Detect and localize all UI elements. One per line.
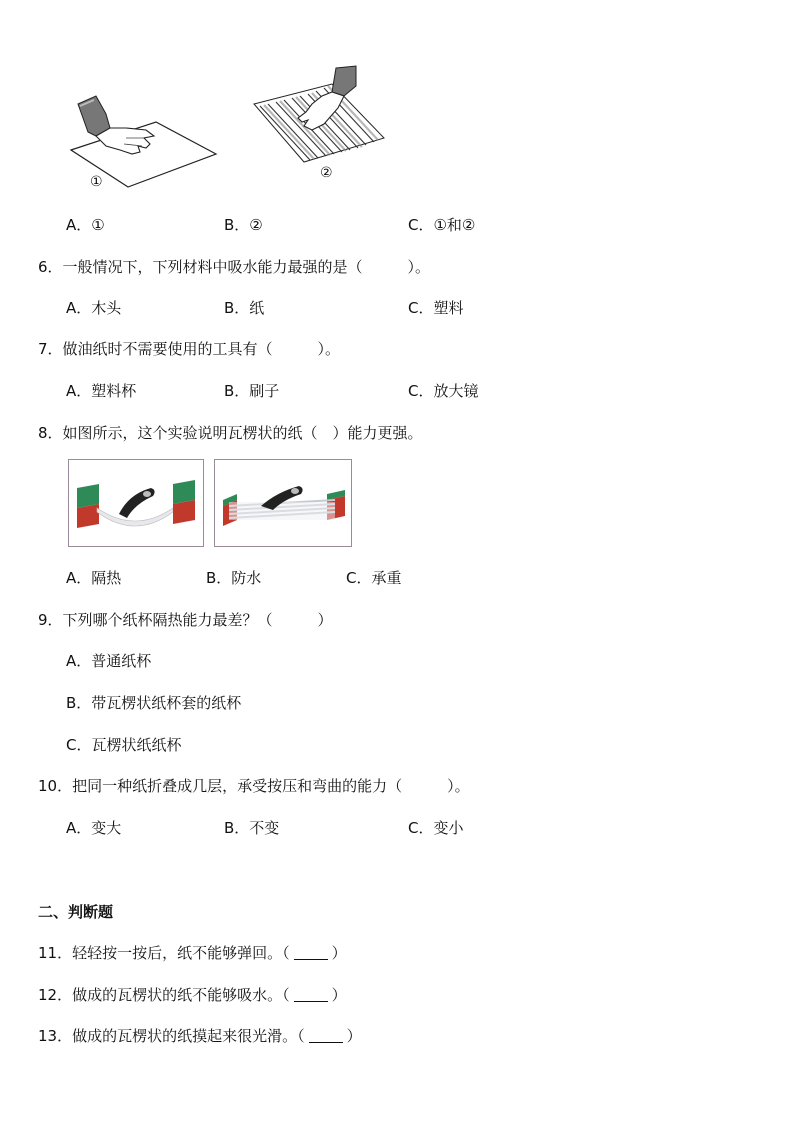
q8-option-a[interactable]: A．隔热 — [66, 569, 122, 587]
q7-option-b[interactable]: B．刷子 — [224, 382, 280, 400]
q12-answer-blank[interactable] — [294, 987, 328, 1002]
q7-option-a[interactable]: A．塑料杯 — [66, 382, 137, 400]
experiment-photo-corrugated-paper — [214, 459, 352, 547]
q12-stem: 12．做成的瓦楞状的纸不能够吸水。（ — [38, 986, 290, 1004]
q7-option-c[interactable]: C．放大镜 — [408, 382, 479, 400]
q6-option-a[interactable]: A．木头 — [66, 299, 122, 317]
q9-stem: 9．下列哪个纸杯隔热能力最差？（ ） — [38, 611, 333, 629]
q9-option-a[interactable]: A．普通纸杯 — [66, 652, 152, 670]
q8-stem: 8．如图所示，这个实验说明瓦楞状的纸（ ）能力更强。 — [38, 424, 423, 442]
figure-label-2: ② — [320, 165, 333, 181]
q13: 13．做成的瓦楞状的纸摸起来很光滑。（ ） — [38, 1027, 362, 1045]
q11-stem: 11．轻轻按一按后，纸不能够弹回。（ — [38, 944, 290, 962]
q6-option-c[interactable]: C．塑料 — [408, 299, 464, 317]
q8-option-b[interactable]: B．防水 — [206, 569, 262, 587]
q5-option-c[interactable]: C．①和② — [408, 216, 476, 234]
q9-option-c[interactable]: C．瓦楞状纸纸杯 — [66, 736, 182, 754]
q13-answer-blank[interactable] — [309, 1028, 343, 1043]
q7-stem: 7．做油纸时不需要使用的工具有（ ）。 — [38, 340, 341, 358]
q10-option-b[interactable]: B．不变 — [224, 819, 280, 837]
corrugated-paper-hand-figure — [252, 64, 392, 164]
figure-label-1: ① — [90, 174, 103, 190]
q13-stem: 13．做成的瓦楞状的纸摸起来很光滑。（ — [38, 1027, 305, 1045]
q6-stem: 6．一般情况下，下列材料中吸水能力最强的是（ ）。 — [38, 258, 431, 276]
q5-option-a[interactable]: A．① — [66, 216, 105, 234]
q9-option-b[interactable]: B．带瓦楞状纸杯套的纸杯 — [66, 694, 242, 712]
q10-option-c[interactable]: C．变小 — [408, 819, 464, 837]
q10-stem: 10．把同一种纸折叠成几层，承受按压和弯曲的能力（ ）。 — [38, 777, 470, 795]
experiment-photo-flat-paper — [68, 459, 204, 547]
q10-option-a[interactable]: A．变大 — [66, 819, 122, 837]
q5-option-b[interactable]: B．② — [224, 216, 263, 234]
q11-answer-blank[interactable] — [294, 945, 328, 960]
q6-option-b[interactable]: B．纸 — [224, 299, 265, 317]
q11: 11．轻轻按一按后，纸不能够弹回。（ ） — [38, 944, 347, 962]
q8-option-c[interactable]: C．承重 — [346, 569, 402, 587]
section-title-true-false: 二、判断题 — [38, 903, 114, 921]
q12: 12．做成的瓦楞状的纸不能够吸水。（ ） — [38, 986, 347, 1004]
